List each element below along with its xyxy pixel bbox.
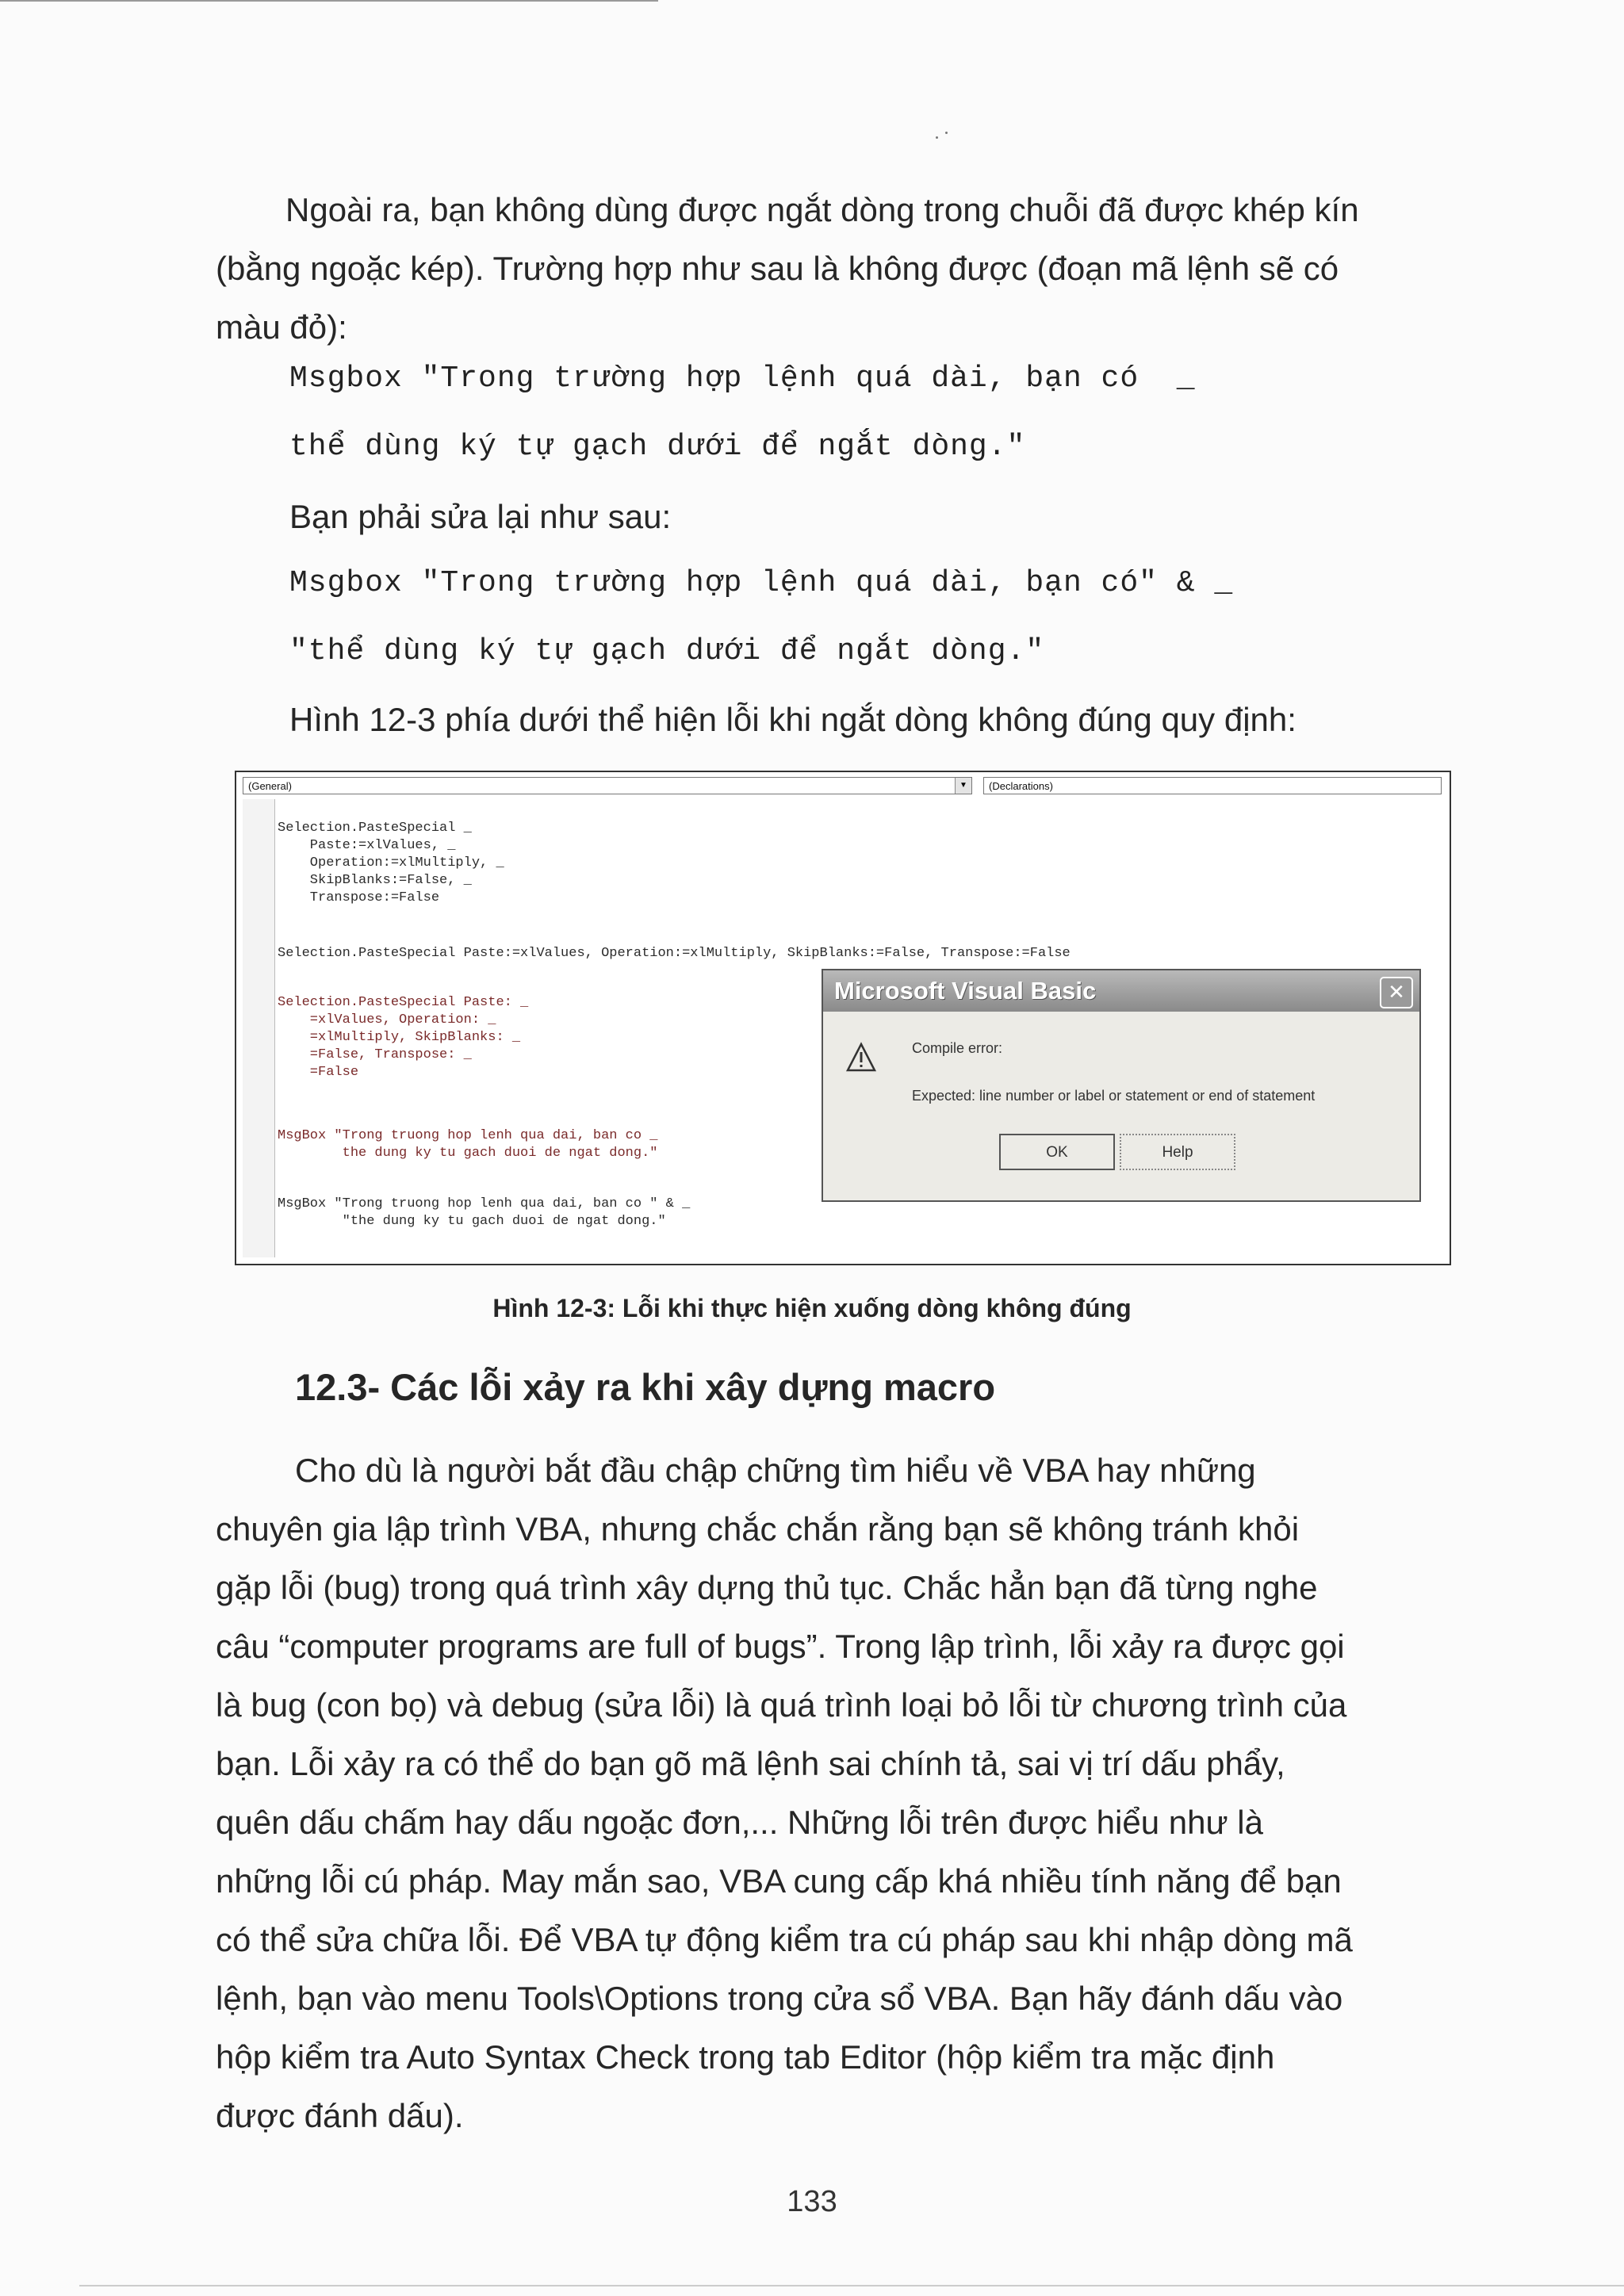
scan-edge-bottom	[79, 2285, 1624, 2286]
code-line: Transpose:=False	[278, 890, 440, 905]
code-line-error: =xlValues, Operation: _	[278, 1012, 496, 1027]
fix-lead-text: Bạn phải sửa lại như sau:	[289, 498, 672, 535]
scan-speck	[945, 132, 948, 134]
text-line: gặp lỗi (bug) trong quá trình xây dựng thủ tục. Chắc hẳn bạn đã từng nghe	[216, 1569, 1318, 1606]
code-line: Operation:=xlMultiply, _	[278, 855, 504, 871]
code-line: Paste:=xlValues, _	[278, 838, 456, 853]
text-line: Cho dù là người bắt đầu chập chững tìm hiểu về VBA hay những	[295, 1452, 1256, 1489]
code-line: Selection.PasteSpecial Paste:=xlValues, Operation:=xlMultiply, SkipBlanks:=False, Transpose:=False	[278, 946, 1071, 961]
body-paragraph	[216, 1441, 1465, 2145]
figure-caption: Hình 12-3: Lỗi khi thực hiện xuống dòng không đúng	[492, 1294, 1132, 1322]
page-number: 133	[787, 2185, 837, 2218]
text-line: Ngoài ra, bạn không dùng được ngắt dòng trong chuỗi đã được khép kín	[285, 191, 1359, 228]
compile-error-dialog	[822, 969, 1421, 1202]
code-line: "the dung ky tu gach duoi de ngat dong."	[278, 1214, 666, 1229]
text-line: màu đỏ):	[216, 308, 347, 346]
code-line: SkipBlanks:=False, _	[278, 873, 472, 888]
text-line: có thể sửa chữa lỗi. Để VBA tự động kiểm tra cú pháp sau khi nhập dòng mã	[216, 1921, 1353, 1958]
code-line-error: =False, Transpose: _	[278, 1047, 472, 1062]
dialog-titlebar[interactable]	[823, 970, 1419, 1012]
text-line: là bug (con bọ) và debug (sửa lỗi) là quá trình loại bỏ lỗi từ chương trình của	[216, 1686, 1347, 1724]
code-wrong-line-2: thể dùng ký tự gạch dưới để ngắt dòng."	[289, 430, 1026, 464]
text-line: được đánh dấu).	[216, 2097, 464, 2134]
warning-icon	[845, 1042, 877, 1073]
help-button[interactable]: Help	[1120, 1134, 1235, 1170]
procedure-dropdown[interactable]	[983, 777, 1442, 794]
vba-editor-figure	[235, 771, 1451, 1265]
code-wrong-line-1: Msgbox "Trong trường hợp lệnh quá dài, bạn có _	[289, 362, 1196, 396]
code-line-error: the dung ky tu gach duoi de ngat dong."	[278, 1146, 658, 1161]
procedure-dropdown-value: (Declarations)	[989, 780, 1053, 792]
dialog-message-heading: Compile error:	[912, 1040, 1003, 1056]
text-line: chuyên gia lập trình VBA, nhưng chắc chắn rằng bạn sẽ không tránh khỏi	[216, 1510, 1300, 1548]
code-line-error: Selection.PasteSpecial Paste: _	[278, 995, 529, 1010]
text-line: lệnh, bạn vào menu Tools\Options trong cửa sổ VBA. Bạn hãy đánh dấu vào	[216, 1980, 1343, 2017]
text-line: quên dấu chấm hay dấu ngoặc đơn,... Những lỗi trên được hiểu như là	[216, 1804, 1263, 1841]
dialog-title: Microsoft Visual Basic	[834, 977, 1097, 1004]
code-margin	[243, 799, 275, 1257]
chevron-down-icon[interactable]: ▼	[955, 778, 971, 794]
scan-speck	[936, 136, 938, 139]
dialog-message-body: Expected: line number or label or statement or end of statement	[912, 1088, 1316, 1104]
text-line: bạn. Lỗi xảy ra có thể do bạn gõ mã lệnh sai chính tả, sai vị trí dấu phẩy,	[216, 1745, 1285, 1782]
object-dropdown[interactable]	[243, 777, 972, 794]
code-line-error: =False	[278, 1065, 359, 1080]
code-line: Selection.PasteSpecial _	[278, 821, 472, 836]
code-line-error: MsgBox "Trong truong hop lenh qua dai, ban co _	[278, 1128, 658, 1143]
code-line: MsgBox "Trong truong hop lenh qua dai, ban co " & _	[278, 1196, 691, 1211]
text-line: hộp kiểm tra Auto Syntax Check trong tab Editor (hộp kiểm tra mặc định	[216, 2038, 1275, 2076]
code-line-error: =xlMultiply, SkipBlanks: _	[278, 1030, 521, 1045]
scan-edge-top	[0, 0, 658, 2]
text-line: những lỗi cú pháp. May mắn sao, VBA cung cấp khá nhiều tính năng để bạn	[216, 1862, 1342, 1900]
text-line: câu “computer programs are full of bugs”. Trong lập trình, lỗi xảy ra được gọi	[216, 1628, 1345, 1665]
close-icon[interactable]: ✕	[1380, 977, 1413, 1008]
text-line: (bằng ngoặc kép). Trường hợp như sau là không được (đoạn mã lệnh sẽ có	[216, 250, 1339, 287]
intro-paragraph	[216, 181, 1465, 357]
object-dropdown-value: (General)	[248, 780, 292, 792]
ok-button[interactable]: OK	[999, 1134, 1115, 1170]
section-heading: 12.3- Các lỗi xảy ra khi xây dựng macro	[295, 1366, 996, 1408]
code-right-line-2: "thể dùng ký tự gạch dưới để ngắt dòng."	[289, 634, 1045, 668]
code-right-line-1: Msgbox "Trong trường hợp lệnh quá dài, bạn có" & _	[289, 566, 1234, 600]
figure-lead-text: Hình 12-3 phía dưới thể hiện lỗi khi ngắt dòng không đúng quy định:	[289, 701, 1297, 738]
